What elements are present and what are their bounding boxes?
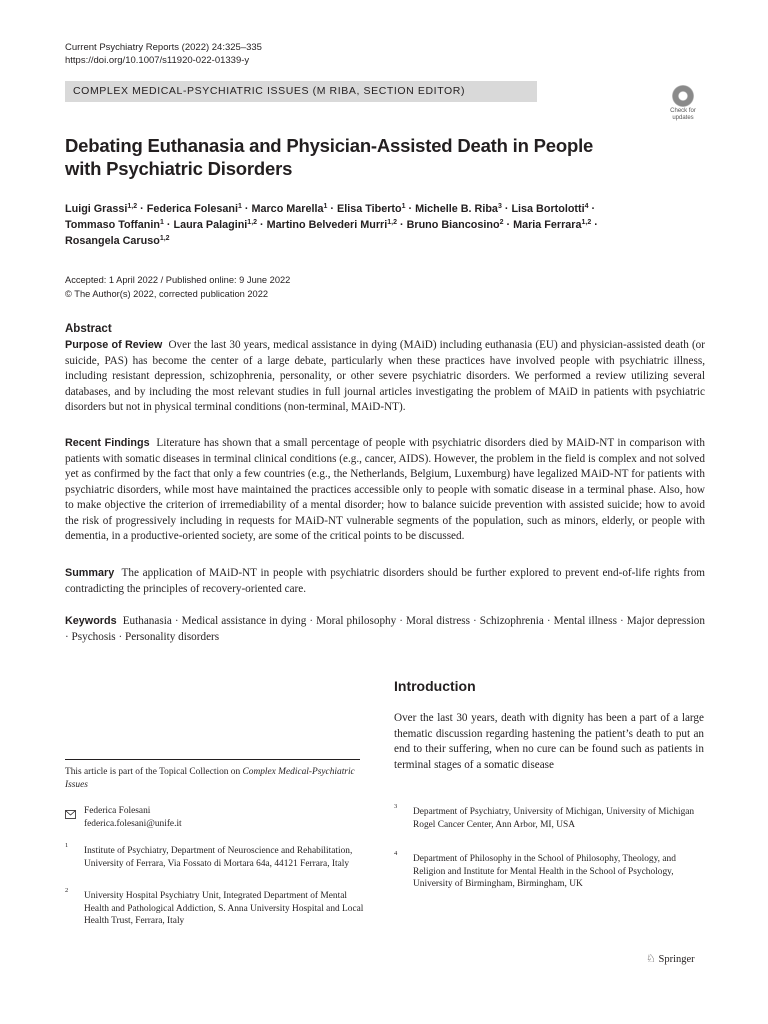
author-affiliation: 2 — [499, 219, 504, 226]
author-name[interactable]: Federica Folesani — [146, 203, 238, 215]
findings-label: Recent Findings — [65, 437, 150, 449]
abstract-summary — [65, 566, 705, 597]
springer-horse-icon: ♘ — [646, 953, 656, 965]
envelope-icon — [65, 806, 77, 816]
author-affiliation: 4 — [584, 203, 589, 210]
affiliation-number: 4 — [394, 850, 398, 857]
summary-label: Summary — [65, 567, 115, 579]
footnote-rule — [65, 759, 360, 760]
introduction-heading: Introduction — [394, 678, 476, 694]
author-affiliation: 1,2 — [387, 219, 397, 226]
author-name[interactable]: Martino Belvederi Murri — [266, 219, 388, 231]
author-affiliation: 1 — [323, 203, 328, 210]
check-updates-badge[interactable] — [665, 85, 701, 123]
publisher-logo — [646, 952, 695, 965]
author-name[interactable]: Elisa Tiberto — [337, 203, 402, 215]
abstract-findings — [65, 436, 705, 545]
section-banner: COMPLEX MEDICAL-PSYCHIATRIC ISSUES (M RIBA, SECTION EDITOR) — [65, 81, 537, 102]
corresponding-author — [84, 805, 182, 830]
journal-citation: Current Psychiatry Reports (2022) 24:325–335 — [65, 42, 262, 53]
author-name[interactable]: Rosangela Caruso — [65, 235, 160, 247]
article-title: Debating Euthanasia and Physician-Assisted Death in People with Psychiatric Disorders — [65, 135, 594, 179]
affiliation-text: Institute of Psychiatry, Department of Neuroscience and Rehabilitation, University of Ferrara, Via Fossato di Mortara 64a, 44121 Ferrara, Italy — [84, 846, 353, 869]
summary-text: The application of MAiD-NT in people with psychiatric disorders should be further explored to prevent end-of-life rights from contradicting the principles of recovery-oriented care. — [65, 567, 705, 595]
collection-name[interactable]: Complex Medical-Psychiatric Issues — [65, 767, 355, 790]
author-name[interactable]: Michelle B. Riba — [415, 203, 498, 215]
affiliation-text: University Hospital Psychiatry Unit, Integrated Department of Mental Health and Pathological Addiction, S. Anna University Hospital and Local Health Trust, Ferrara, Italy — [84, 891, 364, 926]
affiliation-number: 1 — [65, 842, 69, 849]
author-name[interactable]: Lisa Bortolotti — [511, 203, 585, 215]
purpose-text: Over the last 30 years, medical assistance in dying (MAiD) including euthanasia (EU) and physician-assisted death (or suicide, PAS) has become the center of a large debate, particularly when these practices have involved people with psychiatric illness, including resistant depression, schizophrenia, personality, or other severe psychiatric disorders. We performed a review utilizing several databases, and by including the most relevant studies in full journal articles investigating the problem of MAiD in patients with psychiatric disorders but not in physical terminal conditions (non-terminal, MAiD-NT). — [65, 339, 705, 413]
author-affiliation: 1 — [237, 203, 242, 210]
author-affiliation: 1,2 — [247, 219, 258, 226]
author-affiliation: 1 — [159, 219, 164, 226]
purpose-label: Purpose of Review — [65, 339, 163, 351]
publication-dates — [65, 273, 290, 301]
keywords-label: Keywords — [65, 615, 117, 627]
introduction-text: Over the last 30 years, death with dignity has been a part of a large thematic discussion regarding hastening the patient’s death to put an end to their suffering, when no cure can be found such as patients in terminal stages of a somatic disease — [394, 712, 704, 771]
copyright: © The Author(s) 2022, corrected publication 2022 — [65, 289, 269, 299]
collection-prefix: This article is part of the Topical Collection on — [65, 767, 243, 777]
author-name[interactable]: Maria Ferrara — [513, 219, 582, 231]
affiliation-number: 3 — [394, 803, 398, 810]
author-name[interactable]: Tommaso Toffanin — [65, 219, 160, 231]
affiliation-number: 2 — [65, 887, 69, 894]
doi-link[interactable]: https://doi.org/10.1007/s11920-022-01339-y — [65, 55, 250, 66]
author-name[interactable]: Laura Palagini — [173, 219, 248, 231]
author-name[interactable]: Luigi Grassi — [65, 203, 128, 215]
contact-email[interactable]: federica.folesani@unife.it — [84, 818, 182, 829]
author-name[interactable]: Marco Marella — [251, 203, 324, 215]
author-affiliation: 1 — [401, 203, 406, 210]
topical-collection-note — [65, 766, 365, 791]
check-updates-label: Check for updates — [670, 108, 696, 121]
check-updates-icon — [672, 85, 694, 107]
author-list: Luigi Grassi$^{1,2}$ · Federica Folesani$^1$ · Marco Marella$^1$ · Elisa Tiberto$^1$ · Michelle B. Riba$^3$ · Lisa Bortolotti$^4$ · Tommaso Toffanin$^1$ · Laura Palagini$^{1,2}$ · Martino Belvederi Murri$^{1,2}$ · Bruno Biancosino$^2$ · Maria Ferrara$^{1,2}$ · Rosangela Caruso$^{1,2}$ — [65, 203, 598, 247]
abstract-purpose — [65, 338, 705, 416]
author-name[interactable]: Bruno Biancosino — [406, 219, 500, 231]
affiliation-text: Department of Psychiatry, University of Michigan, University of Michigan Rogel Cancer Center, Ann Arbor, MI, USA — [413, 807, 695, 830]
author-affiliation: 3 — [497, 203, 502, 210]
keywords-text: Euthanasia · Medical assistance in dying · Moral philosophy · Moral distress · Schizophrenia · Mental illness · Major depression · Psychosis · Personality disorders — [65, 615, 705, 643]
accepted-published: Accepted: 1 April 2022 / Published online: 9 June 2022 — [65, 275, 291, 285]
publisher-name: Springer — [658, 954, 695, 965]
abstract-heading: Abstract — [65, 323, 112, 335]
author-affiliation: 1,2 — [159, 235, 170, 242]
affiliation-text: Department of Philosophy in the School of Philosophy, Theology, and Religion and Institute for Mental Health in the School of Psychology, University of Birmingham, Birmingham, UK — [413, 854, 676, 889]
keywords — [65, 614, 705, 645]
contact-name: Federica Folesani — [84, 806, 151, 816]
author-affiliation: 1,2 — [127, 203, 138, 210]
findings-text: Literature has shown that a small percentage of people with psychiatric disorders died by MAiD-NT in comparison with patients with somatic diseases in terminal clinical conditions (e.g., cancer, AIDS). However, the problem in the field is complex and not solved yet as confirmed by the fact that only a few countries (e.g., the Netherlands, Belgium, Luxemburg) have legalized MAiD-NT for patients with psychiatric disorders, while most have maintained the practices accessible only to people with somatic disease in a terminal phase. Also, how to make objective the criterion of irremediability of a mental disorder; how to balance suicide prevention with assisted suicide; how to avoid the risk of progressively including in requests for MAiD-NT vulnerable segments of the population, such as minors, elderly, or people with dementia, in a productive-oriented society, are some of the critical points to be discussed. — [65, 437, 706, 542]
author-affiliation: 1,2 — [581, 219, 592, 226]
